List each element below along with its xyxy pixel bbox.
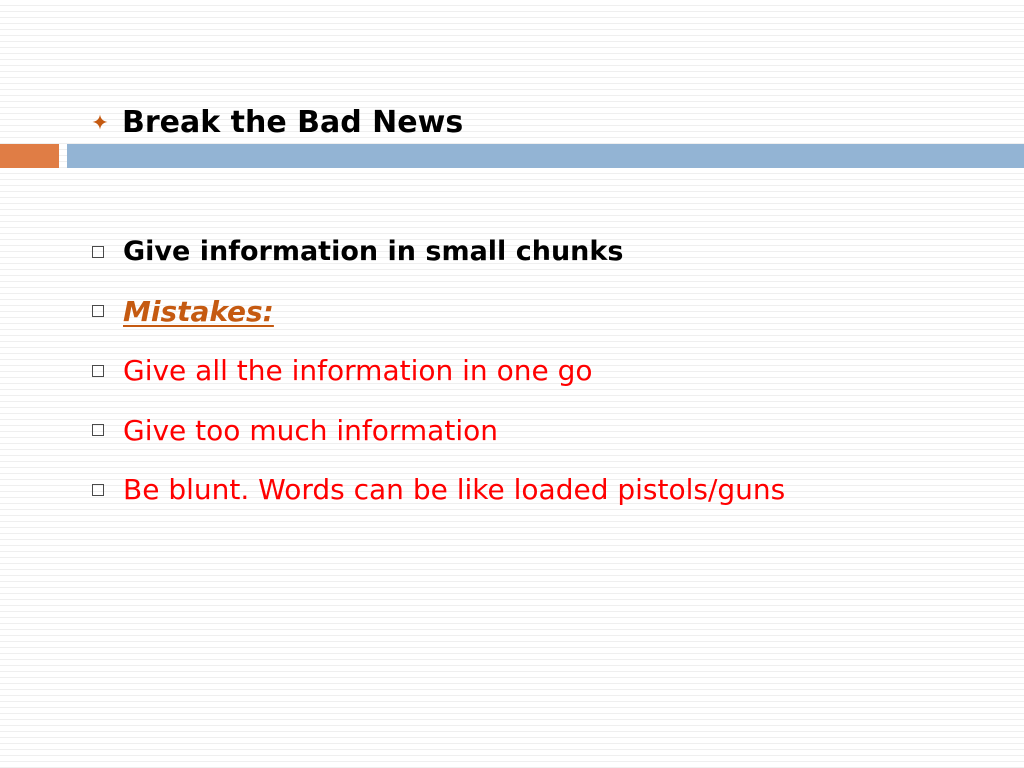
diamond-bullet-icon <box>88 110 112 134</box>
bullet-text: Give too much information <box>123 413 498 447</box>
bullet-text: Give all the information in one go <box>123 354 593 388</box>
bullet-item <box>88 222 1008 282</box>
accent-bar-orange <box>0 144 59 168</box>
square-bullet-icon <box>92 484 104 496</box>
bullet-list <box>88 222 1008 520</box>
bullet-item <box>88 282 1008 342</box>
bullet-item <box>88 341 1008 401</box>
diamond-bullet-svg <box>92 114 108 130</box>
bullet-item <box>88 401 1008 461</box>
square-bullet-icon <box>92 365 104 377</box>
square-bullet-icon <box>92 305 104 317</box>
bullet-text: Be blunt. Words can be like loaded pistols/guns <box>123 473 786 507</box>
bullet-text: Give information in small chunks <box>123 236 624 268</box>
diamond-bullet-shape <box>93 115 108 130</box>
square-bullet-icon <box>92 246 104 258</box>
slide-title-row <box>88 100 463 144</box>
square-bullet-icon <box>92 424 104 436</box>
slide-title: Break the Bad News <box>122 104 464 140</box>
accent-bar-blue <box>67 144 1024 168</box>
bullet-text: Mistakes: <box>123 294 274 328</box>
bullet-item <box>88 460 1008 520</box>
